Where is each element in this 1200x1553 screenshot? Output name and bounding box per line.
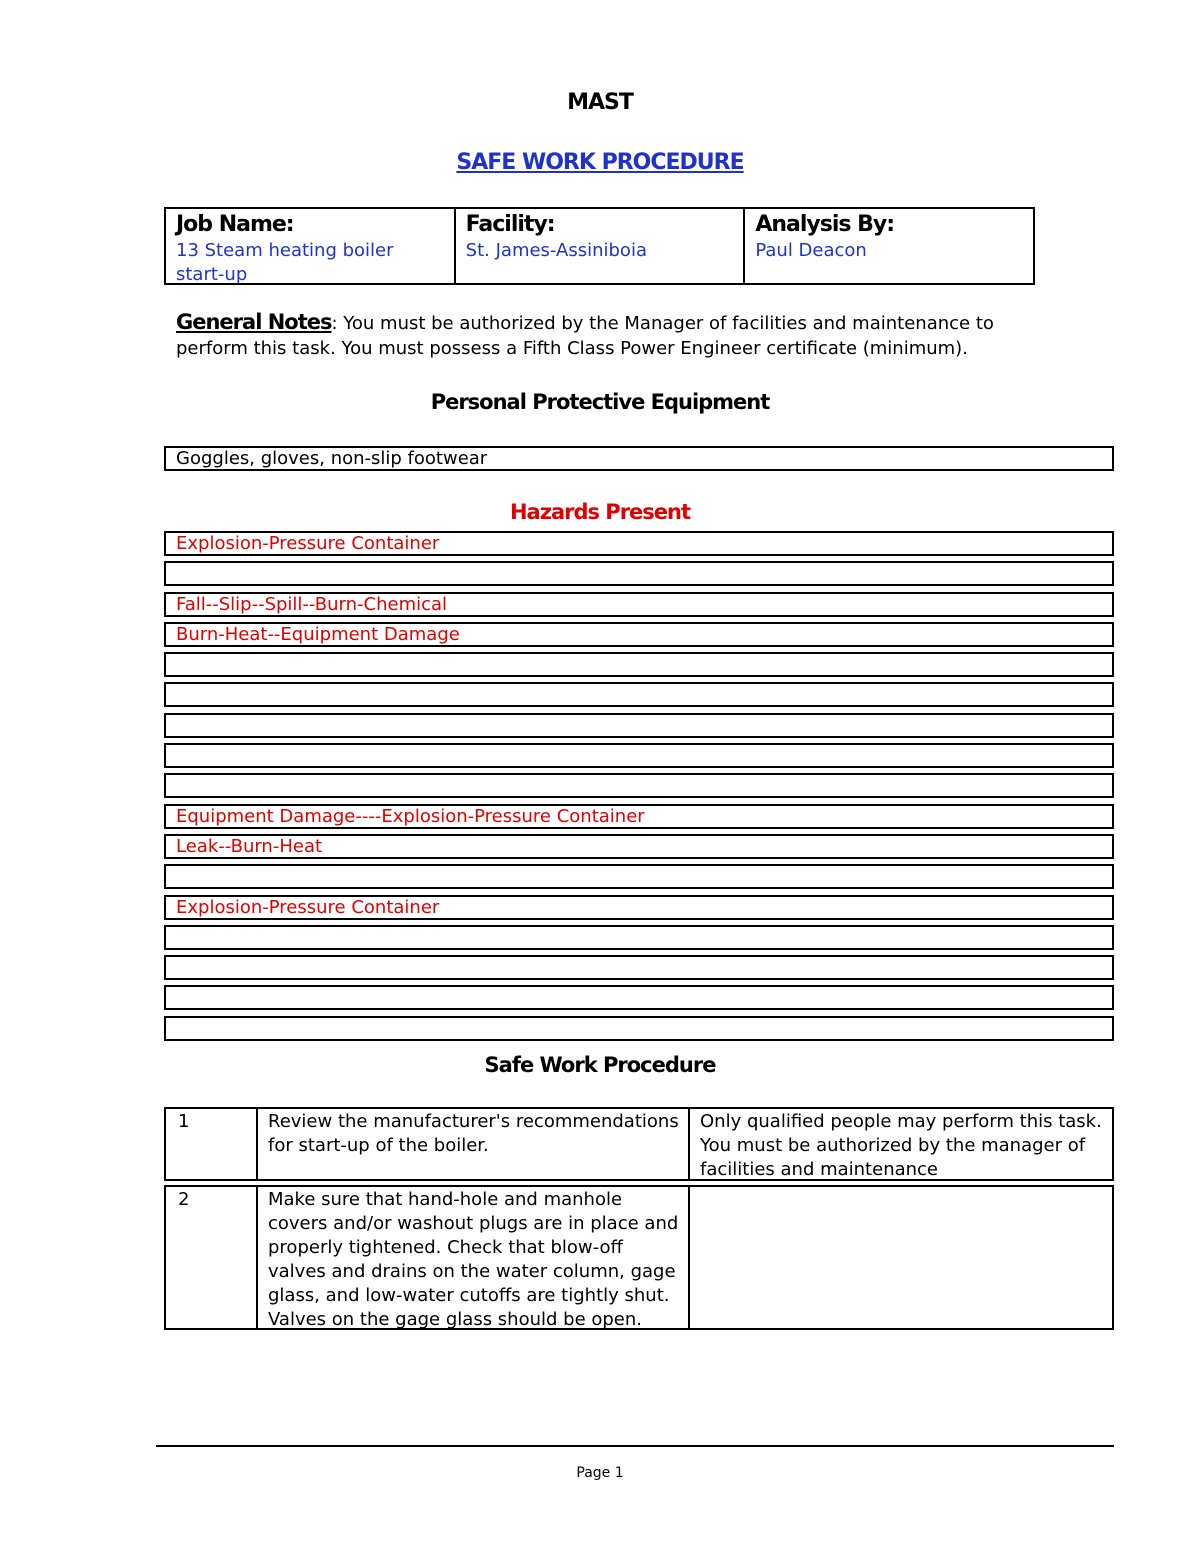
hazard-row: [164, 743, 1114, 768]
hazard-row: [164, 1016, 1114, 1041]
hazard-row: Fall--Slip--Spill--Burn-Chemical: [164, 592, 1114, 617]
hazard-row: [164, 561, 1114, 586]
hazard-row: [164, 713, 1114, 738]
document-title: MAST: [567, 90, 633, 115]
step-safety-note: Only qualified people may perform this task. You must be authorized by the manager of facilities and maintenance: [700, 1111, 1102, 1180]
general-notes-text: : You must be authorized by the Manager of facilities and maintenance to perform this task. You must possess a Fifth Class Power Engineer certificate (minimum).: [176, 313, 994, 359]
hazards-heading: Hazards Present: [509, 500, 691, 524]
facility-label: Facility:: [465, 212, 555, 237]
analysis-by-cell: [743, 209, 1033, 283]
procedure-row: [164, 1107, 1114, 1181]
general-notes: [176, 310, 996, 361]
procedure-row: [164, 1185, 1114, 1330]
ppe-items: Goggles, gloves, non-slip footwear: [164, 446, 1114, 471]
job-info-table: [164, 207, 1035, 285]
hazard-row: [164, 773, 1114, 798]
facility-cell: [454, 209, 744, 283]
hazard-row: Burn-Heat--Equipment Damage: [164, 622, 1114, 647]
hazard-row: [164, 925, 1114, 950]
job-name-label: Job Name:: [176, 212, 294, 237]
step-number: 1: [166, 1109, 258, 1179]
hazard-row: [164, 864, 1114, 889]
job-name-value: 13 Steam heating boiler start-up: [176, 240, 394, 285]
hazard-row: Leak--Burn-Heat: [164, 834, 1114, 859]
step-description: Review the manufacturer's recommendations for start-up of the boiler.: [258, 1109, 690, 1179]
hazard-row: Equipment Damage----Explosion-Pressure Container: [164, 804, 1114, 829]
analysis-by-label: Analysis By:: [755, 212, 895, 237]
facility-value: St. James-Assiniboia: [465, 240, 647, 261]
hazard-row: [164, 682, 1114, 707]
hazard-row: [164, 985, 1114, 1010]
document-subtitle: SAFE WORK PROCEDURE: [456, 150, 744, 175]
footer-divider: [156, 1445, 1114, 1447]
hazards-list: [164, 531, 1114, 1046]
analysis-by-value: Paul Deacon: [755, 240, 867, 261]
hazard-row: [164, 652, 1114, 677]
step-safety-note: [690, 1187, 1112, 1328]
page-number: Page 1: [576, 1465, 624, 1481]
hazard-row: Explosion-Pressure Container: [164, 531, 1114, 556]
hazard-row: Explosion-Pressure Container: [164, 895, 1114, 920]
step-description: Make sure that hand-hole and manhole covers and/or washout plugs are in place and properly tightened. Check that blow-off valves and drains on the water column, gage glass, and low-water cutoffs are tightly shut. Valves on the gage glass should be open.: [258, 1187, 690, 1328]
job-name-cell: [166, 209, 454, 283]
procedure-table: [164, 1107, 1114, 1334]
step-number: 2: [166, 1187, 258, 1328]
ppe-heading: Personal Protective Equipment: [430, 390, 770, 414]
hazard-row: [164, 955, 1114, 980]
general-notes-label: General Notes: [176, 310, 332, 334]
safe-work-procedure-heading: Safe Work Procedure: [484, 1053, 716, 1077]
